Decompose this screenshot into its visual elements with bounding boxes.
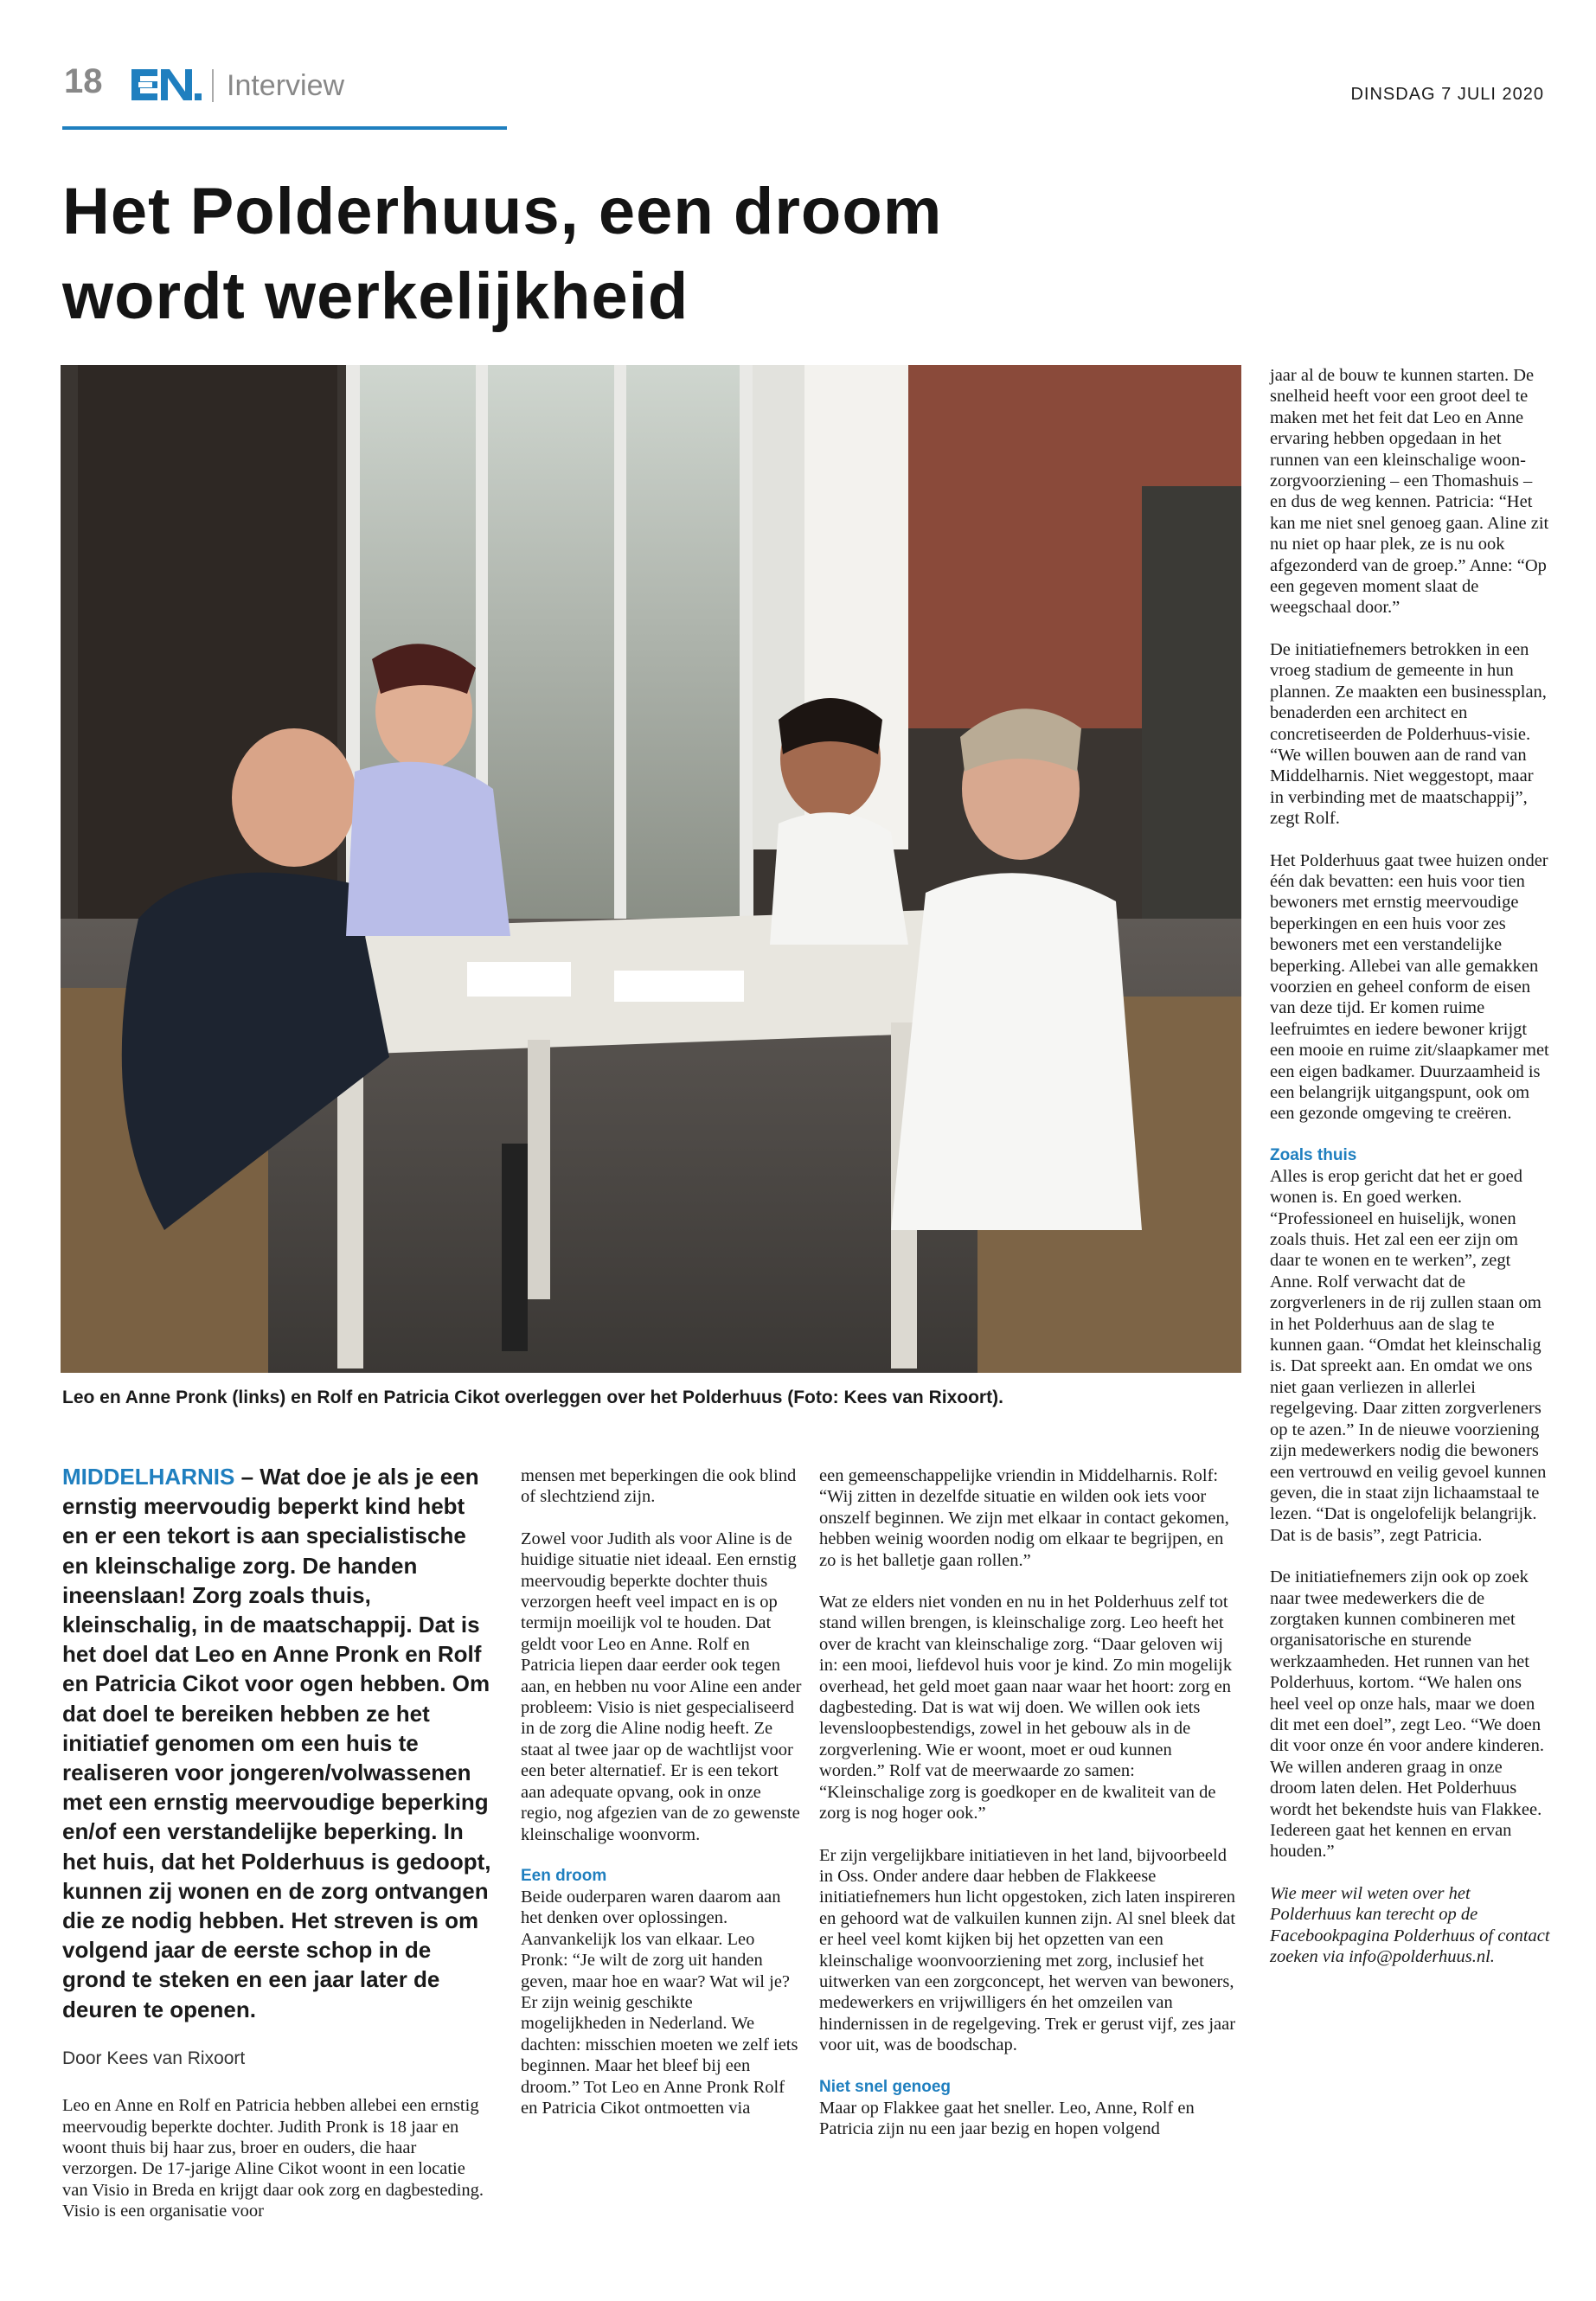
subheading: Zoals thuis: [1270, 1145, 1357, 1164]
body-paragraph: Alles is erop gericht dat het er goed wonen is. En goed werken. “Professioneel en huiselijk, wonen zoals thuis. Het zal een eer zijn om daar te wonen en te werken”, zegt Anne. Rolf verwacht dat de zorgverleners in de rij zullen staan om in het Polderhuus aan de slag te kunnen gaan. “Omdat het kleinschalig is. Dat spreekt aan. En omdat we ons niet gaan verliezen in allerlei regelgeving. Daar zitten zorgverleners op te azen.” In de nieuwe voorziening zijn medewerkers nodig die bewoners een vertrouwd en veilig gevoel kunnen geven, die in staat zijn lichaamstaal te lezen. “Dat is ongelofelijk belangrijk. Dat is de basis”, zegt Patricia.: [1270, 1166, 1547, 1545]
article-intro: [62, 1462, 495, 2024]
article-column-1: [62, 1462, 495, 2243]
body-paragraph: Leo en Anne en Rolf en Patricia hebben allebei een ernstig meervoudig beperkte dochter. Judith Pronk is 18 jaar en woont thuis bij haar zus, broer en ouders, die haar verzorgen. De 17-jarige Aline Cikot woont in een locatie van Visio in Breda en krijgt daar ook zorg en dagbesteding. Visio is een organisatie voor: [62, 2096, 484, 2221]
section-label: Interview: [227, 69, 345, 102]
body-paragraph: Beide ouderparen waren daarom aan het denken over oplossingen. Aanvankelijk los van elkaar. Leo Pronk: “Je wilt de zorg uit handen geven, maar hoe en waar? Wat wil je? Er zijn weinig geschikte mogelijkheden in Nederland. We dachten: misschien moeten we zelf iets beginnen. Maar het bleef bij een droom.” Tot Leo en Anne Pronk Rolf en Patricia Cikot ontmoetten via: [521, 1887, 798, 2118]
body-paragraph: Maar op Flakkee gaat het sneller. Leo, Anne, Rolf en Patricia zijn nu een jaar bezig en hopen volgend: [819, 2098, 1195, 2138]
article-column-3: [819, 1465, 1237, 2160]
header-separator: [212, 69, 214, 102]
en-logo: [131, 67, 202, 102]
article-photo: [61, 365, 1241, 1373]
page-number: 18: [64, 62, 103, 100]
subheading: Niet snel genoeg: [819, 2077, 952, 2096]
body-paragraph: mensen met beperkingen die ook blind of slechtziend zijn.: [521, 1466, 797, 1507]
body-paragraph: Zowel voor Judith als voor Aline is de huidige situatie niet ideaal. Een ernstig meervoudig beperkte dochter thuis verzorgen heeft veel impact en is op termijn moeilijk vol te houden. Dat geldt voor Leo en Anne. Rolf en Patricia liepen daar eerder ook tegen aan, en hebben nu voor Aline een ander probleem: Visio is niet gespecialiseerd in de zorg die Aline nodig heeft. Ze staat al twee jaar op de wachtlijst voor een beter alternatief. Er is een tekort aan adequate opvang, ook in onze regio, nog afgezien van de zo gewenste kleinschalige woonvorm.: [521, 1529, 802, 1844]
subheading: Een droom: [521, 1866, 607, 1885]
body-paragraph: jaar al de bouw te kunnen starten. De snelheid heeft voor een groot deel te maken met het feit dat Leo en Anne ervaring hebben opgedaan in het runnen van een kleinschalige woon-zorgvoorziening – een Thomashuis – en dus de weg kennen. Patricia: “Het kan me niet snel genoeg gaan. Aline zit nu niet op haar plek, ze is nu ook afgezonderd van de groep.” Anne: “Op een gegeven moment slaat de weegschaal door.”: [1270, 366, 1549, 618]
body-paragraph: Het Polderhuus gaat twee huizen onder één dak bevatten: een huis voor tien bewoners met ernstig meervoudige beperkingen en een huis voor zes bewoners met een verstandelijke beperking. Allebei van alle gemakken voorzien en geheel conform de eisen van deze tijd. Er komen ruime leefruimtes en iedere bewoner krijgt een mooie en ruime zit/slaapkamer met een eigen badkamer. Duurzaamheid is een belangrijk uitgangspunt, ook om een gezonde omgeving te creëren.: [1270, 850, 1549, 1124]
intro-text: – Wat doe je als je een ernstig meervoudig beperkt kind hebt en er een tekort is aan specialistische en kleinschalige zorg. De handen ineenslaan! Zorg zoals thuis, kleinschalig, in de maatschappij. Dat is het doel dat Leo en Anne Pronk en Rolf en Patricia Cikot voor ogen hebben. Om dat doel te bereiken hebben ze het initiatief genomen om een huis te realiseren voor jongeren/volwassenen met een ernstig meervoudige beperking en/of een verstandelijke beperking. In het huis, dat het Polderhuus is gedoopt, kunnen zij wonen en de zorg ontvangen die ze nodig hebben. Het streven is om volgend jaar de eerste schop in de grond te steken en een jaar later de deuren te openen.: [62, 1464, 491, 2022]
body-paragraph: Wat ze elders niet vonden en nu in het Polderhuus zelf tot stand willen brengen, is kleinschalige zorg. Leo heeft het over de kracht van kleinschalige zorg. “Daar geloven wij in: een mooi, liefdevol huis voor je kind. Zo min mogelijk overhead, het geld moet gaan naar waar het hoort: zorg en dagbesteding. Dat is wat wij doen. We willen ook iets levensloopbestendigs, zowel in het gebouw als in de zorgverlening. Wie er woont, moet er oud kunnen worden.” Rolf vat de meerwaarde zo samen: “Kleinschalige zorg is goedkoper en de kwaliteit van de zorg is nog hoger ook.”: [819, 1593, 1233, 1823]
body-paragraph: een gemeenschappelijke vriendin in Middelharnis. Rolf: “Wij zitten in dezelfde situatie en wilden ook iets voor onszelf beginnen. We zijn met elkaar in contact gekomen, hebben weinig woorden nodig om elkaar te begrijpen, en zo is het balletje gaan rollen.”: [819, 1466, 1229, 1570]
article-column-2: [521, 1465, 802, 2139]
dateline: MIDDELHARNIS: [62, 1464, 235, 1490]
byline: Door Kees van Rixoort: [62, 2048, 246, 2068]
issue-date: DINSDAG 7 JULI 2020: [1350, 85, 1544, 104]
photo-caption: Leo en Anne Pronk (links) en Rolf en Patricia Cikot overleggen over het Polderhuus (Foto: Kees van Rixoort).: [62, 1388, 1003, 1407]
article-headline: Het Polderhuus, een droom wordt werkelijkheid: [62, 175, 943, 333]
body-paragraph: De initiatiefnemers zijn ook op zoek naar twee medewerkers die de zorgtaken kunnen combineren met organisatorische en sturende werkzaamheden. Het runnen van het Polderhuus, kortom. “We halen ons heel veel op onze hals, maar we doen dit met een doel”, zegt Leo. “We doen dit voor onze én voor andere kinderen. We willen anderen graag in onze droom laten delen. Het Polderhuus wordt het bekendste huis van Flakkee. Iedereen gaat het kennen en ervan houden.”: [1270, 1567, 1545, 1862]
body-paragraph: De initiatiefnemers betrokken in een vroeg stadium de gemeente in hun plannen. Ze maakten een businessplan, benaderden een architect en concretiseerden de Polderhuus-visie. “We willen bouwen aan de rand van Middelharnis. Niet weggestopt, maar in verbinding met de maatschappij”, zegt Rolf.: [1270, 639, 1547, 829]
body-paragraph: Er zijn vergelijkbare initiatieven in het land, bijvoorbeeld in Oss. Onder andere daar hebben de Flakkeese initiatiefnemers hun licht opgestoken, zich laten inspireren en gehoord wat de valkuilen kunnen zijn. Al snel bleek dat er heel veel komt kijken bij het opzetten van een kleinschalige woonvoorziening met zorg, inclusief het uitwerken van een zorgconcept, het werven van bewoners, medewerkers en vrijwilligers én het omzeilen van hindernissen in de regelgeving. Trek er gerust vijf, zes jaar voor uit, was de boodschap.: [819, 1845, 1236, 2055]
article-column-4: [1270, 365, 1551, 1988]
header-rule: [62, 126, 507, 130]
contact-note: Wie meer wil weten over het Polderhuus kan terecht op de Facebookpagina Polderhuus of contact zoeken via info@polderhuus.nl.: [1270, 1883, 1550, 1967]
